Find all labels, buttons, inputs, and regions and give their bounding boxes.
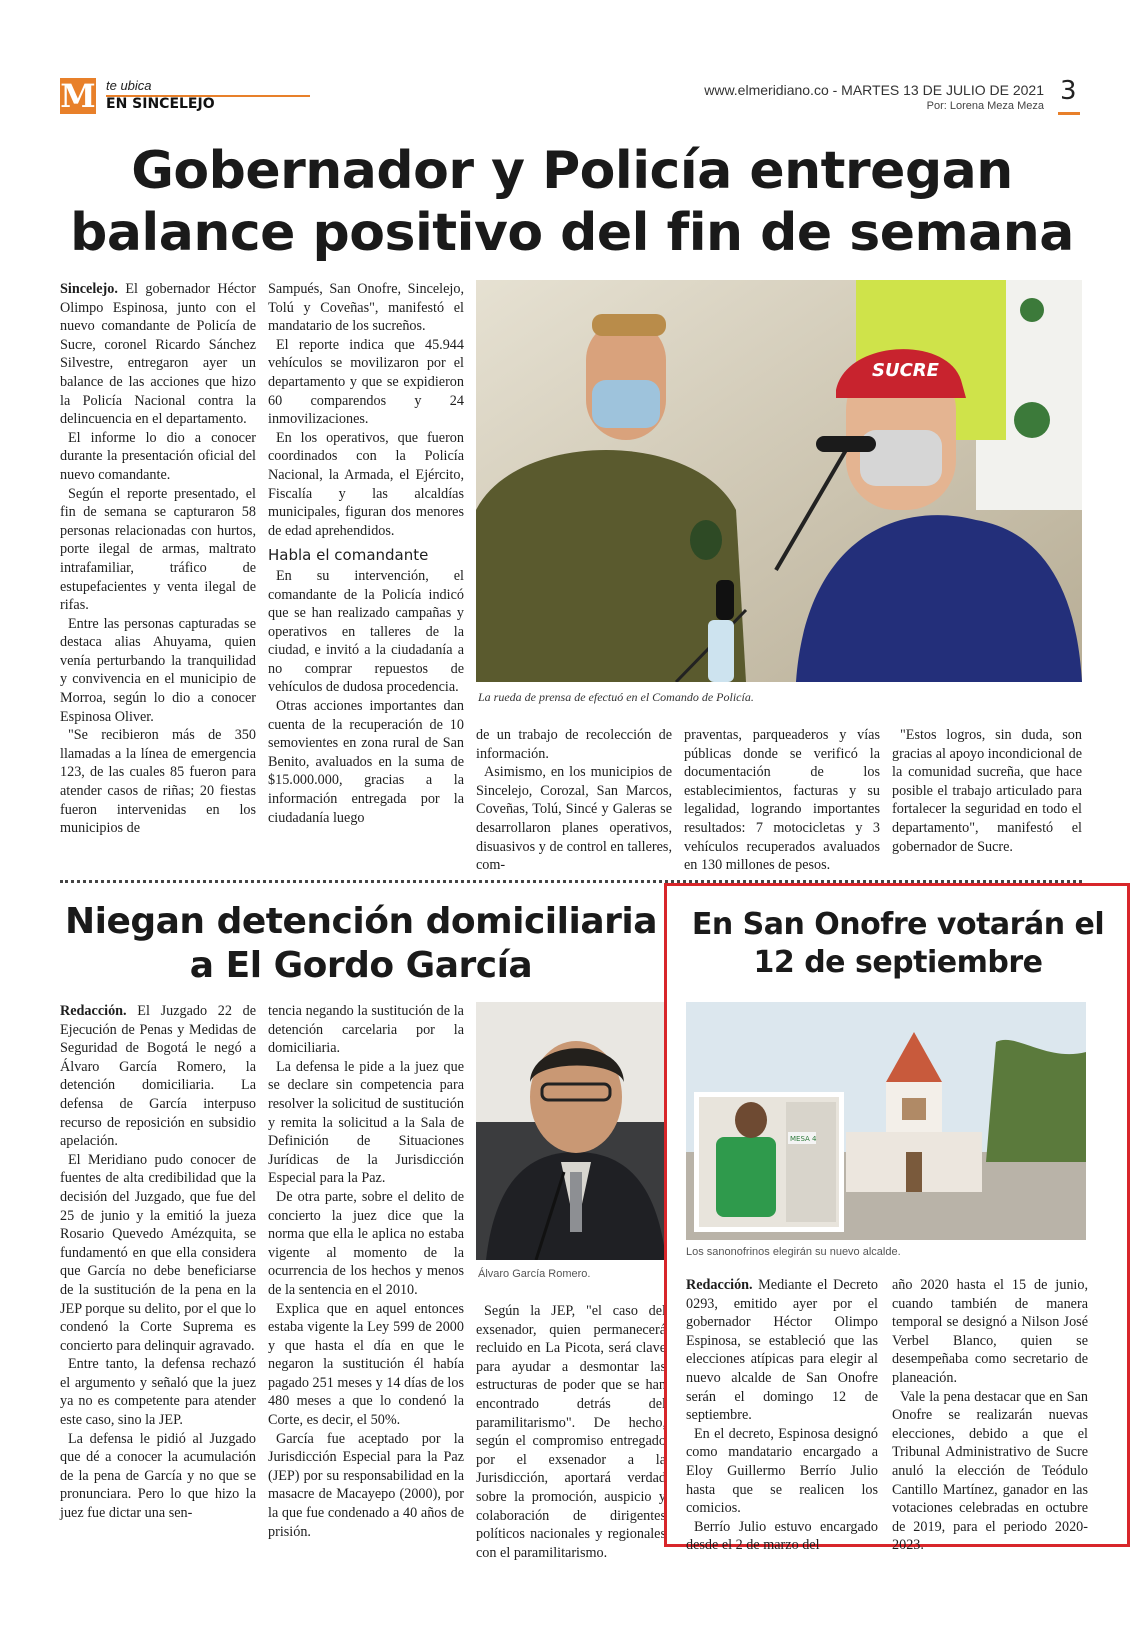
page-number: 3 xyxy=(1060,76,1077,106)
story1-column-5 xyxy=(892,726,1082,856)
story2-paragraph: La defensa le pidió al Juzgado que dé a conocer la acumulación de la pena de García y no que se pronunciara. Pero lo que hizo la juez fue dictar una sen- xyxy=(60,1430,256,1522)
story1-column-4 xyxy=(684,726,880,875)
press-conference-photo xyxy=(476,280,1082,682)
story2-column-1 xyxy=(60,1002,256,1523)
story1-paragraph: En los operativos, que fueron coordinados con la Policía Nacional, la Armada, el Ejército, Fiscalía y las alcaldías municipales, figuran dos menores de edad aprehendidos. xyxy=(268,429,464,539)
story1-column-3 xyxy=(476,726,672,875)
story3-headline: En San Onofre votarán el 12 de septiembre xyxy=(691,907,1105,980)
site-and-date: www.elmeridiano.co - MARTES 13 DE JULIO DE 2021 xyxy=(704,82,1044,98)
story2-paragraph: El Meridiano pudo conocer de fuentes de alta credibilidad que la decisión del Juzgado, que fue del 25 de junio y la emitió la jueza Rosario Quevedo Amézquita, se fundamentó en que ella considera que García no debe beneficiarse de la sustitución de la pena en la JEP porque su delito, por el que lo condenó la Corte Suprema es concierto para delinquir agravado. xyxy=(60,1151,256,1354)
story2-paragraph xyxy=(60,1002,256,1151)
main-photo-caption: La rueda de prensa de efectuó en el Comando de Policía. xyxy=(478,690,754,704)
story3-column-2 xyxy=(892,1276,1088,1555)
san-onofre-church-photo xyxy=(686,1002,1086,1240)
story1-paragraph: "Estos logros, sin duda, son gracias al apoyo incondicional de la comunidad sucreña, que hace posible el trabajo articulado para fortalecer la seguridad en todo el departamento", manifestó el gobernador de Sucre. xyxy=(892,727,1082,855)
paragraph-text: Mediante el Decreto 0293, emitido ayer por el gobernador Héctor Olimpo Espinosa, se estableció que las elecciones atípicas para elegir al nuevo alcalde de San Onofre serán el domingo 12 de septiembre. xyxy=(686,1277,878,1424)
page-number-rule xyxy=(1058,112,1080,115)
story1-paragraph xyxy=(60,280,256,429)
newspaper-logo: M xyxy=(60,77,96,115)
story3-paragraph: En el decreto, Espinosa designó como mandatario encargado a Eloy Guillermo Berrío Julio hasta que se realicen los comicios. xyxy=(686,1425,878,1517)
main-headline: Gobernador y Policía entregan balance positivo del fin de semana xyxy=(70,141,1074,263)
church-and-voting-illustration xyxy=(686,1002,1086,1240)
story1-paragraph: Entre las personas capturadas se destaca alias Ahuyama, quien venía perturbando la tranquilidad y convivencia en el municipio de Morroa, según lo dio a conocer Espinosa Oliver. xyxy=(60,615,256,725)
byline: Por: Lorena Meza Meza xyxy=(926,100,1044,112)
dateline: Redacción. xyxy=(60,1003,127,1019)
story1-paragraph: Asimismo, en los municipios de Sincelejo, Corozal, San Marcos, Coveñas, Tolú, Sincé y Galeras se desarrollaron planes operativos, disuasivos y de control en talleres, com- xyxy=(476,764,672,874)
story1-paragraph: "Se recibieron más de 350 llamadas a la línea de emergencia 123, de las cuales 85 fueron para atender casos de riñas; 20 fiestas fueron intervenidas en los municipios de xyxy=(60,727,256,837)
story3-paragraph: Vale la pena destacar que en San Onofre se realizarán nuevas elecciones, debido a que el Tribunal Administrativo de Sucre anuló la elección de Teódulo Cantillo Martínez, ganador en las votaciones celebradas en octubre de 2019, para el periodo 2020-2023. xyxy=(892,1388,1088,1554)
story1-paragraph: Según el reporte presentado, el fin de semana se capturaron 58 personas relacionadas con hurtos, porte ilegal de armas, maltrato intrafamiliar, tráfico de estupefacientes y venta ilegal de rifas. xyxy=(60,485,256,614)
story1-paragraph: praventas, parqueaderos y vías públicas donde se verificó la documentación de los establecimientos, facturas y su legalidad, logrando importantes resultados: 7 motocicletas y 3 vehículos recuperados avaluados en 130 millones de pesos. xyxy=(684,727,880,874)
story2-column-2 xyxy=(268,1002,464,1541)
story1-column-2 xyxy=(268,280,464,827)
story1-column-1 xyxy=(60,280,256,838)
paragraph-text: El gobernador Héctor Olimpo Espinosa, junto con el nuevo comandante de Policía de Sucre, coronel Ricardo Sánchez Silvestre, entregaron ayer un balance de las acciones que hizo la Policía Nacional contra la delincuencia en el departamento. xyxy=(60,281,256,428)
story3-column-1 xyxy=(686,1276,878,1555)
church-photo-caption: Los sanonofrinos elegirán su nuevo alcalde. xyxy=(686,1246,901,1258)
cap-text: SUCRE xyxy=(872,360,939,381)
story3-paragraph: Berrío Julio estuvo encargado desde el 2 de marzo del xyxy=(686,1518,878,1554)
garcia-photo xyxy=(476,1002,666,1260)
story2-paragraph: De otra parte, sobre el delito de concierto la juez dice que la norma que ella le aplica no estaba vigente al momento de la ocurrencia de los hechos y menos de la sentencia en el 2010. xyxy=(268,1188,464,1298)
story1-paragraph: Sampués, San Onofre, Sincelejo, Tolú y Coveñas", manifestó el mandatario de los sucreños. xyxy=(268,281,464,335)
story2-paragraph: García fue aceptado por la Jurisdicción Especial para la Paz (JEP) por su responsabilidad en la masacre de Macayepo (2000), por la que fue condenado a 40 años de prisión. xyxy=(268,1430,464,1540)
section-name: EN SINCELEJO xyxy=(106,96,215,112)
press-conference-illustration xyxy=(476,280,1082,682)
paragraph-text: El Juzgado 22 de Ejecución de Penas y Medidas de Seguridad de Bogotá le negó a Álvaro García Romero, la detención domiciliaria. La defensa de García interpuso recurso de reposición en subsidio apelación. xyxy=(60,1003,257,1150)
section-kicker: te ubica xyxy=(106,78,152,93)
story1-paragraph: Otras acciones importantes dan cuenta de la recuperación de 10 semovientes en zona rural de San Benito, avaluados en la suma de $15.000.000, gracias a la información entregada por la ciudadanía luego xyxy=(268,698,464,826)
story1-paragraph: El reporte indica que 45.944 vehículos se movilizaron por el departamento y que se expidieron 60 comparendos y 24 inmovilizaciones. xyxy=(268,336,464,428)
garcia-photo-caption: Álvaro García Romero. xyxy=(478,1268,591,1280)
story1-subhead: Habla el comandante xyxy=(268,546,429,565)
story1-paragraph: En su intervención, el comandante de la Policía indicó que se han realizado campañas y operativos en talleres de la ciudad, e invitó a la ciudadanía a no comprar repuestos de vehículos de dudosa procedencia. xyxy=(268,567,464,696)
dateline: Sincelejo. xyxy=(60,281,118,297)
story2-paragraph: Explica que en aquel entonces estaba vigente la Ley 599 de 2000 y que hasta el día en que le negaron la sustitución él había pagado 251 meses y 14 días de los 480 meses a que lo condenó la Corte, es decir, el 50%. xyxy=(268,1300,464,1429)
story2-column-3 xyxy=(476,1302,666,1562)
dateline: Redacción. xyxy=(686,1277,753,1293)
story1-paragraph: de un trabajo de recolección de información. xyxy=(476,727,672,762)
story3-paragraph: año 2020 hasta el 15 de junio, cuando también de manera temporal se designó a Nilson José Verbel Blanco, quien se desempeñaba como secretario de planeación. xyxy=(892,1277,1088,1386)
story2-paragraph: Entre tanto, la defensa rechazó el argumento y señaló que la juez ya no es competente para atender este caso, sino la JEP. xyxy=(60,1356,256,1429)
story2-headline: Niegan detención domiciliaria a El Gordo García xyxy=(64,901,657,986)
voting-booth-sign: MESA 4 xyxy=(790,1135,817,1143)
garcia-portrait-illustration xyxy=(476,1002,666,1260)
story2-paragraph: La defensa le pide a la juez que se declare sin competencia para resolver la solicitud de sustitución y remita la solicitud a la Sala de Definición de Situaciones Jurídicas de la Jurisdicción Especial para la Paz. xyxy=(268,1058,464,1187)
story3-paragraph xyxy=(686,1276,878,1425)
story2-paragraph: tencia negando la sustitución de la detención carcelaria por la domiciliaria. xyxy=(268,1003,464,1057)
story2-paragraph: Según la JEP, "el caso del exsenador, quien permanecerá recluido en La Picota, será clave para ayudar a desmontar las estructuras de poder que se han encontrado detrás del paramilitarismo". De hecho, según el compromiso entregado por el exsenador a la Jurisdicción, aportará verdad sobre la promoción, auspicio y colaboración de dirigentes políticos nacionales y regionales con el paramilitarismo. xyxy=(476,1303,666,1561)
story1-paragraph: El informe lo dio a conocer durante la presentación oficial del nuevo comandante. xyxy=(60,429,256,483)
